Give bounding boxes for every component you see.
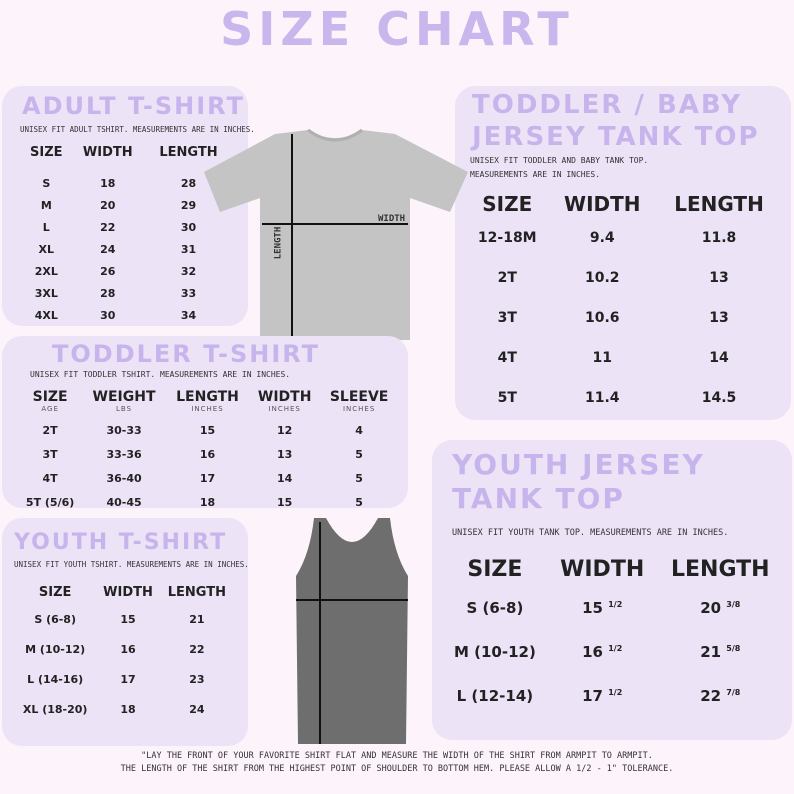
size-cell: 4T: [497, 350, 517, 366]
width-fraction: 1/2: [608, 644, 623, 653]
size-cell: XL (18-20): [22, 702, 88, 716]
adult-tshirt-note: UNISEX FIT ADULT TSHIRT. MEASUREMENTS ARE IN INCHES.: [20, 125, 255, 134]
sleeve-cell: 4: [355, 423, 363, 437]
size-cell: 2T: [42, 423, 58, 437]
length-cell: 23: [189, 672, 205, 686]
toddler-subheader-lbs: LBS: [116, 405, 133, 413]
length-cell: 28: [180, 176, 197, 190]
length-cell: 22: [189, 642, 205, 656]
youth-tshirt-note: UNISEX FIT YOUTH TSHIRT. MEASUREMENTS ARE IN INCHES.: [14, 560, 249, 569]
width-cell: 17: [120, 672, 136, 686]
table-row: [442, 630, 784, 674]
sleeve-cell: 5: [355, 471, 363, 485]
size-cell: 5T (5/6): [25, 495, 75, 509]
toddler-tank-table: [466, 190, 782, 418]
size-cell: 3XL: [34, 286, 58, 300]
sleeve-cell: 5: [355, 495, 363, 509]
size-cell: M (10-12): [25, 642, 86, 656]
length-value: 22: [700, 687, 722, 705]
width-value: 16: [582, 643, 603, 661]
tshirt-illustration: [200, 128, 470, 342]
width-cell: 9.4: [589, 230, 615, 246]
length-fraction: 7/8: [726, 688, 741, 697]
toddler-header-weight-label: WEIGHT: [92, 389, 156, 405]
table-row: [466, 218, 782, 258]
youth-tank-title-line2: TANK TOP: [452, 482, 625, 515]
toddler-tank-title-line2: JERSEY TANK TOP: [472, 122, 760, 152]
size-cell: S (6-8): [34, 612, 76, 626]
width-cell: 14: [277, 471, 293, 485]
toddler-subheader-age: AGE: [41, 405, 59, 413]
size-cell: L (12-14): [456, 687, 534, 705]
youth-tank-header-length: LENGTH: [671, 556, 770, 582]
size-cell: L (14-16): [27, 672, 84, 686]
table-row: [14, 604, 234, 634]
toddler-header-length: [166, 384, 249, 418]
youth-tank-header-width: WIDTH: [560, 556, 645, 582]
width-cell: 15: [277, 495, 293, 509]
width-cell: 12: [277, 423, 293, 437]
toddler-header-weight: [82, 384, 166, 418]
table-row: [442, 674, 784, 718]
width-cell: 20: [100, 198, 116, 212]
youth-header-size: SIZE: [38, 584, 72, 600]
toddler-tank-header-length: LENGTH: [674, 192, 764, 216]
width-cell: 11.4: [585, 390, 620, 406]
length-cell: [657, 630, 784, 674]
length-cell: 30: [180, 220, 197, 234]
footer-line-2: THE LENGTH OF THE SHIRT FROM THE HIGHEST POINT OF SHOULDER TO BOTTOM HEM. PLEASE ALLOW A 1/2 - 1" TOLERANCE.: [120, 764, 674, 774]
toddler-subheader-inches: INCHES: [191, 405, 224, 413]
size-cell: M (10-12): [453, 643, 536, 661]
toddler-tshirt-note: UNISEX FIT TODDLER TSHIRT. MEASUREMENTS ARE IN INCHES.: [30, 370, 291, 379]
width-cell: [548, 674, 657, 718]
adult-tshirt-title: ADULT T-SHIRT: [22, 92, 245, 120]
width-cell: 11: [592, 350, 613, 366]
width-cell: 18: [100, 176, 116, 190]
width-cell: 16: [120, 642, 136, 656]
length-cell: 16: [199, 447, 216, 461]
length-cell: 21: [189, 612, 205, 626]
width-cell: 26: [100, 264, 116, 278]
width-cell: 15: [120, 612, 136, 626]
toddler-subheader-inches: INCHES: [268, 405, 301, 413]
sleeve-cell: 5: [355, 447, 363, 461]
width-cell: 24: [100, 242, 116, 256]
length-cell: [657, 586, 784, 630]
size-cell: 4XL: [34, 308, 58, 322]
youth-tank-note: UNISEX FIT YOUTH TANK TOP. MEASUREMENTS ARE IN INCHES.: [452, 528, 729, 538]
size-cell: S (6-8): [466, 599, 524, 617]
youth-tank-table: [442, 552, 784, 718]
width-cell: [548, 630, 657, 674]
table-row: [14, 694, 234, 724]
youth-header-length: LENGTH: [167, 584, 226, 600]
length-fraction: 5/8: [726, 644, 741, 653]
length-cell: 18: [199, 495, 216, 509]
adult-header-size: SIZE: [30, 144, 63, 160]
table-row: [14, 664, 234, 694]
width-cell: 18: [120, 702, 136, 716]
size-cell: M: [40, 198, 52, 212]
table-row: [466, 258, 782, 298]
weight-cell: 33-36: [106, 447, 142, 461]
youth-header-width: WIDTH: [103, 584, 153, 600]
length-fraction: 3/8: [726, 600, 741, 609]
youth-tshirt-title: YOUTH T-SHIRT: [14, 530, 228, 555]
toddler-header-size: [18, 384, 82, 418]
youth-tshirt-table: [14, 580, 234, 724]
toddler-header-sleeve-label: SLEEVE: [329, 389, 389, 405]
tshirt-length-label: LENGTH: [273, 226, 284, 260]
length-cell: 13: [709, 270, 729, 286]
toddler-tank-note-line2: MEASUREMENTS ARE IN INCHES.: [470, 170, 601, 179]
page-title: SIZE CHART: [220, 2, 574, 56]
table-row: [14, 634, 234, 664]
length-cell: 29: [180, 198, 197, 212]
toddler-header-size-label: SIZE: [32, 389, 68, 405]
toddler-header-length-label: LENGTH: [176, 389, 239, 405]
adult-header-width: WIDTH: [82, 144, 133, 160]
toddler-header-width: [249, 384, 320, 418]
toddler-tshirt-table: [18, 384, 398, 514]
length-value: 21: [700, 643, 722, 661]
weight-cell: 40-45: [106, 495, 142, 509]
length-cell: 13: [709, 310, 729, 326]
toddler-tank-note-line1: UNISEX FIT TODDLER AND BABY TANK TOP.: [470, 156, 649, 165]
size-cell: 4T: [42, 471, 58, 485]
table-row: [466, 298, 782, 338]
length-value: 20: [700, 599, 722, 617]
table-row: [466, 378, 782, 418]
size-cell: XL: [38, 242, 55, 256]
length-cell: 32: [180, 264, 197, 278]
table-row: [466, 338, 782, 378]
table-row: [18, 466, 398, 490]
size-cell: 2XL: [34, 264, 58, 278]
length-cell: 24: [189, 702, 205, 716]
size-cell: 2T: [497, 270, 517, 286]
length-cell: 34: [180, 308, 197, 322]
length-cell: 11.8: [701, 230, 737, 246]
width-value: 17: [582, 687, 603, 705]
tshirt-width-label: WIDTH: [378, 214, 406, 224]
length-cell: 14: [709, 350, 729, 366]
size-cell: S: [42, 176, 51, 190]
width-fraction: 1/2: [608, 600, 623, 609]
toddler-header-width-label: WIDTH: [257, 389, 312, 405]
measurement-instructions: [0, 750, 794, 776]
size-cell: L: [42, 220, 50, 234]
toddler-tank-header-width: WIDTH: [564, 192, 641, 216]
toddler-header-sleeve: [320, 384, 398, 418]
width-cell: 22: [100, 220, 116, 234]
size-cell: 12-18M: [477, 230, 537, 246]
tshirt-body: [204, 130, 468, 340]
toddler-subheader-inches: INCHES: [342, 405, 376, 413]
table-row: [18, 442, 398, 466]
youth-tank-title-line1: YOUTH JERSEY: [452, 448, 705, 481]
size-cell: 3T: [497, 310, 517, 326]
width-cell: 10.6: [585, 310, 620, 326]
toddler-tank-header-size: SIZE: [482, 192, 533, 216]
tank-top-body: [296, 518, 408, 744]
width-cell: 28: [100, 286, 116, 300]
size-cell: 3T: [42, 447, 58, 461]
width-cell: 30: [100, 308, 116, 322]
table-row: [18, 418, 398, 442]
toddler-tshirt-title: TODDLER T-SHIRT: [52, 340, 321, 368]
weight-cell: 36-40: [106, 471, 142, 485]
width-cell: [548, 586, 657, 630]
table-row: [442, 586, 784, 630]
tank-top-illustration: [290, 514, 416, 746]
length-cell: 15: [199, 423, 216, 437]
weight-cell: 30-33: [106, 423, 142, 437]
length-cell: 17: [199, 471, 216, 485]
length-cell: [657, 674, 784, 718]
youth-tank-header-size: SIZE: [467, 556, 523, 582]
size-cell: 5T: [497, 390, 517, 406]
width-cell: 10.2: [585, 270, 620, 286]
adult-header-length: LENGTH: [159, 144, 218, 160]
width-fraction: 1/2: [608, 688, 623, 697]
toddler-tank-title-line1: TODDLER / BABY: [472, 90, 743, 120]
width-cell: 13: [277, 447, 293, 461]
length-cell: 14.5: [701, 390, 737, 406]
length-cell: 31: [180, 242, 197, 256]
width-value: 15: [582, 599, 603, 617]
length-cell: 33: [180, 286, 197, 300]
table-row: [18, 490, 398, 514]
footer-line-1: "LAY THE FRONT OF YOUR FAVORITE SHIRT FLAT AND MEASURE THE WIDTH OF THE SHIRT FROM ARMPIT TO ARMPIT.: [141, 751, 653, 761]
